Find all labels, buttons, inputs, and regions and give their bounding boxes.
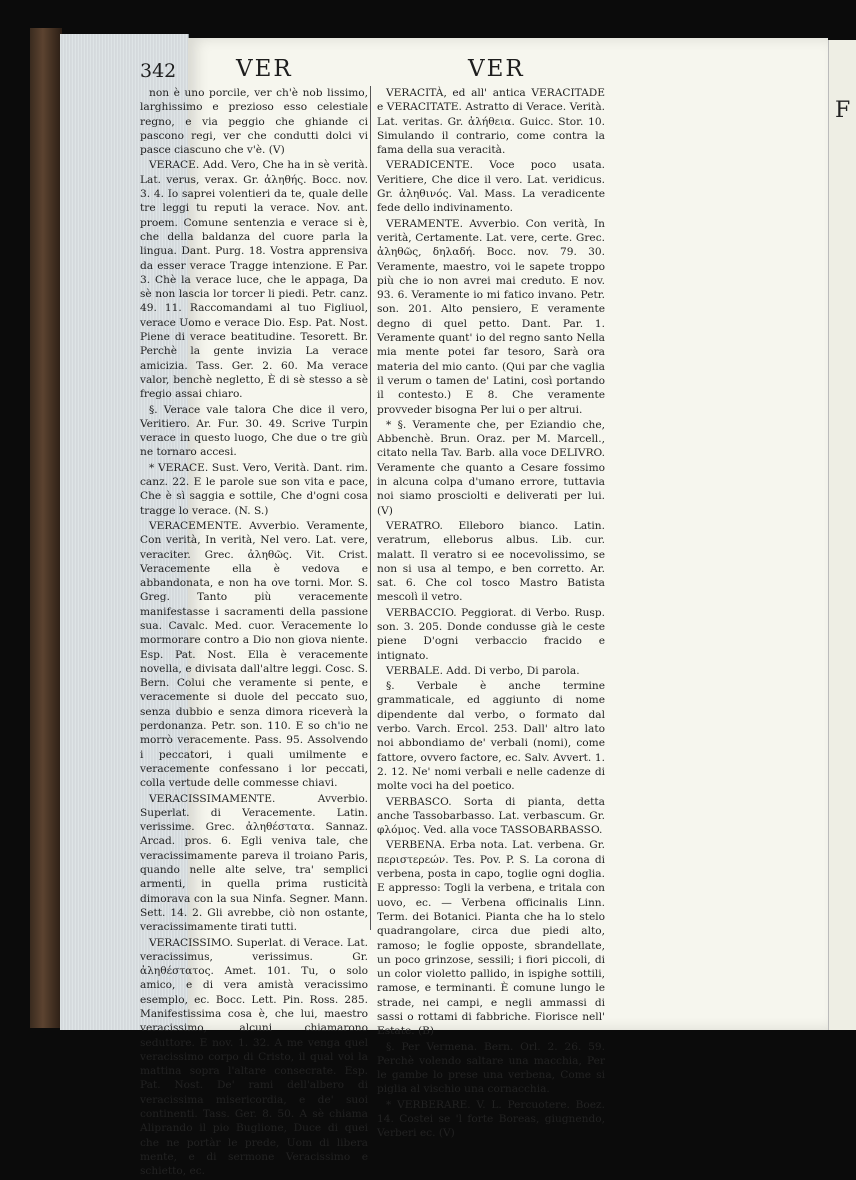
entry: §. Verace vale talora Che dice il vero, Veritiero. Ar. Fur. 30. 49. Scrive Turpin verace in questo luogo, Che due o tre giù ne tornaro accesi. bbox=[140, 403, 368, 459]
left-column bbox=[140, 86, 368, 1180]
entry: §. Verbale è anche termine grammaticale, ed aggiunto di nome dipendente dal verbo, o formato dal verbo. Varch. Ercol. 253. Dall' altro lato noi abbondiamo de' verbali (nomi), come fattore, ovvero factore, ec. Salv. Avvert. 1. 2. 12. Ne' nomi verbali e nelle cadenze di molte voci ha del poetico. bbox=[377, 680, 605, 793]
entry: §. Per Vermena. Bern. Orl. 2. 26. 59. Perchè volendo saltare una macchia, Per le gambe lo prese una verbena, Come si piglia al vischio una cornacchia. bbox=[377, 1040, 605, 1096]
next-page-edge bbox=[828, 40, 856, 1030]
entry: VERBENA. Erba nota. Lat. verbena. Gr. περιστερεών. Tes. Pov. P. S. La corona di verbena, posta in capo, toglie ogni doglia. E appresso: Togli la verbena, e tritala con uovo, ec. — Verbena officinalis Linn. Term. dei Botanici. Pianta che ha lo stelo quadrangolare, circa due piedi alto, ramoso; le foglie opposte, sbrandellate, un poco grinzose, sessili; i fiori piccoli, di un color violetto pallido, in ispighe sottili, ramose, e terminanti. È comune lungo le strade, nei campi, e negli ammassi di sassi o rottami di fabbriche. Fiorisce nell' Estate. (B) bbox=[377, 839, 605, 1038]
entry: VERAMENTE. Avverbio. Con verità, In verità, Certamente. Lat. vere, certe. Grec. ἀληθῶς, δηλαδή. Bocc. nov. 79. 30. Veramente, maestro, voi le sapete troppo più che io non avrei mai creduto. E nov. 93. 6. Veramente io mi fatico invano. Petr. son. 201. Alto pensiero, E veramente degno di quel petto. Dant. Par. 1. Veramente quant' io del regno santo Nella mia mente potei far tesoro, Sarà ora materia del mio canto. (Qui par che vaglia il verum o tamen de' Latini, così portando il contesto.) E 8. Che veramente provveder bisogna Per lui o per altrui. bbox=[377, 217, 605, 416]
next-page-sliver: F bbox=[835, 98, 851, 123]
entry: non è uno porcile, ver ch'è nob lissimo, larghissimo e prezioso esso celestiale regno, e via peggio che ghiande ci pascono regi, ver che condutti dolci vi pasce ciascuno che v'è. (V) bbox=[140, 87, 368, 157]
running-head-right: VER bbox=[468, 56, 525, 82]
entry: VERACEMENTE. Avverbio. Veramente, Con verità, In verità, Nel vero. Lat. vere, veraciter. Grec. ἀληθῶς. Vit. Crist. Veracemente ella è vedova e abbandonata, e non ha ove torni. Mor. S. Greg. Tanto più veracemente manifestasse i sacramenti della passione sua. Cavalc. Med. cuor. Veracemente lo mormorare contro a Dio non giova niente. Esp. Pat. Nost. Ella è veracemente novella, e divisata dall'altre leggi. Cosc. S. Bern. Colui che veramente si pente, e veracemente si duole del peccato suo, senza dubbio e senza dimora riceverà la perdonanza. Petr. son. 110. E so ch'io ne morrò veracemente. Pass. 95. Assolvendo i peccatori, i quali umilmente e veracemente confessano i lor peccati, colla vertude delle commesse chiavi. bbox=[140, 519, 368, 790]
entry: VERACE. Add. Vero, Che ha in sè verità. Lat. verus, verax. Gr. ἀληθής. Bocc. nov. 3. 4. Io saprei volentieri da te, quale delle tre leggi tu reputi la verace. Nov. ant. proem. Comune sentenzia e verace si è, che della baldanza del cuore parla la lingua. Dant. Purg. 18. Vostra apprensiva da esser verace Tragge intenzione. E Par. 3. Chè la verace luce, che le appaga, Da sè non lascia lor torcer li piedi. Petr. canz. 49. 11. Raccomandami al tuo Figliuol, verace Uomo e verace Dio. Esp. Pat. Nost. Piene di verace beatitudine. Tesorett. Br. Perchè la gente invizia La verace amicizia. Tass. Ger. 2. 60. Ma veracе valor, benchè negletto, È di sè stesso a sè fregio assai chiaro. bbox=[140, 159, 368, 401]
column-divider bbox=[370, 86, 371, 930]
page-number: 342 bbox=[140, 60, 177, 82]
entry: VERBACCIO. Peggiorat. di Verbo. Rusp. son. 3. 205. Donde condusse già le ceste piene D'ogni verbaccio fracido e intignato. bbox=[377, 606, 605, 662]
entry: VERATRO. Elleboro bianco. Latin. veratrum, elleborus albus. Lib. cur. malatt. Il veratro si ee nocevolissimo, se non si usa al tempo, e ben corretto. Ar. sat. 6. Che col tosco Mastro Batista mescolì il vetro. bbox=[377, 519, 605, 604]
entry: VERADICENTE. Voce poco usata. Veritiere, Che dice il vero. Lat. veridicus. Gr. ἀληθινός. Val. Mass. La veradicente fede dello indivinamento. bbox=[377, 159, 605, 215]
entry: VERBASCO. Sorta di pianta, detta anche Tassobarbasso. Lat. verbascum. Gr. φλόμος. Ved. alla voce TASSOBARBASSO. bbox=[377, 795, 605, 837]
entry: VERBALE. Add. Di verbo, Di parola. bbox=[386, 664, 580, 677]
right-column bbox=[377, 86, 605, 1142]
entry: VERACISSIMAMENTE. Avverbio. Superlat. di Veracemente. Latin. verissime. Grec. ἀληθέστατα. Sannaz. Arcad. pros. 6. Egli veniva tale, che veracissimamente pareva il troiano Paris, quando nelle alte selve, tra' semplici armenti, in quella prima rusticità dimorava con la sua Ninfa. Segner. Mann. Sett. 14. 2. Gli avrebbe, ciò non ostante, veracissimamente tirati tutti. bbox=[140, 792, 368, 934]
entry: * §. Veramente che, per Eziandio che, Abbenchè. Brun. Oraz. per M. Marcell., citato nella Tav. Barb. alla voce DELIVRO. Veramente che quanto a Cesare fossimo in alcuna colpa d'umano errore, tuttavia noi siamo prosciolti e deliverati per lui. (V) bbox=[377, 418, 605, 517]
entry: * VERACE. Sust. Vero, Verità. Dant. rim. canz. 22. E le parole sue son vita e pace, Che è sì saggia e sottile, Che d'ogni cosa tragge lo verace. (N. S.) bbox=[140, 461, 368, 517]
page-header bbox=[140, 56, 600, 86]
entry: * VERBERARE. V. L. Percuotere. Boez. 14. Costei se 'l forte Boreas, giugnendo, Verberi ec. (V) bbox=[377, 1098, 605, 1140]
running-head-left: VER bbox=[236, 56, 293, 82]
book-cover bbox=[30, 28, 62, 1028]
entry: VERACISSIMO. Superlat. di Verace. Lat. veracissimus, verissimus. Gr. ἀληθέστατος. Amet. 101. Tu, o solo amico, e di vera amistà veracissimo esemplo, ec. Bocc. Lett. Pin. Ross. 285. Manifestissima cosa è, che lui, maestro veracissimo, alcuni chiamarono seduttore. E nov. 1. 32. A me venga quel veracissimo corpo di Cristo, il qual voi la mattina sopra l'altare consecrate. Esp. Pat. Nost. De' rami dell'albero di veracissima misericordia, e de' suoi continenti. Tass. Ger. 8. 50. A sè chiama Aliprando il pio Buglione, Duce di quei che ne portàr le prede, Uom di libera mente, e di sermone Veracissimo e schietto, ec. bbox=[140, 936, 368, 1178]
entry: VERACITÀ, ed all' antica VERACITADE e VERACITATE. Astratto di Verace. Verità. Lat. veritas. Gr. ἀλήθεια. Guicc. Stor. 10. Simulando il contrario, come contra la fama della sua veracità. bbox=[377, 87, 605, 157]
